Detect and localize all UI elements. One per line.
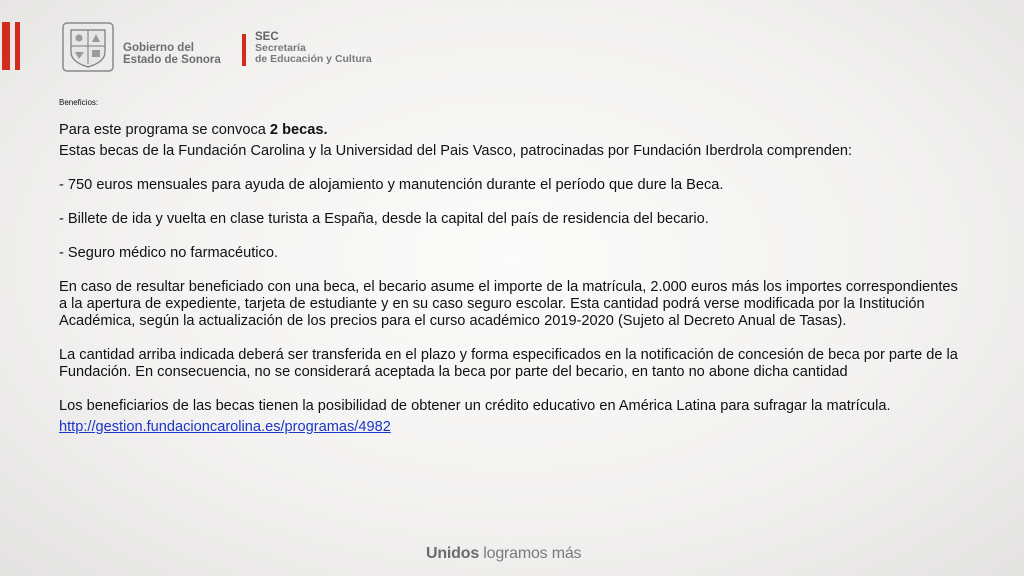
paragraph-1: Estas becas de la Fundación Carolina y la Universidad del Pais Vasco, patrocinadas por Fundación Iberdrola comprenden: [59, 143, 853, 159]
link-paragraph [59, 419, 959, 436]
secretariat-name [255, 32, 372, 65]
red-bar-narrow [15, 22, 20, 70]
gov-line-1: Gobierno del [123, 42, 194, 54]
paragraph-2: En caso de resultar beneficiado con una beca, el becario asume el importe de la matrícula, 2.000 euros más los importes correspondientes a la apertura de expediente, tarjeta de estudiante y en su caso seguro escolar. Esta cantidad podrá verse modificada por la Institución Académica, según la actualización de los precios para el curso académico 2019-2020 (Sujeto al Decreto Anual de Tasas). [59, 279, 958, 329]
intro-paragraph [59, 122, 959, 139]
program-link[interactable]: http://gestion.fundacioncarolina.es/programas/4982 [59, 419, 391, 435]
paragraph-3: La cantidad arriba indicada deberá ser transferida en el plazo y forma especificados en la notificación de concesión de beca por parte de la Fundación. En consecuencia, no se considerará aceptada la beca por parte del becario, en tanto no abone dicha cantidad [59, 347, 958, 380]
sec-line-2: de Educación y Cultura [255, 53, 372, 65]
intro-bold: 2 becas. [269, 122, 328, 138]
section-label: Beneficios: [59, 98, 99, 107]
sec-line-1: Secretaría [255, 42, 306, 54]
sec-divider [242, 34, 246, 66]
intro-text: Para este programa se convoca [59, 122, 270, 138]
slogan-strong: Unidos [426, 545, 480, 562]
slide-content [59, 98, 959, 436]
bullet-3: - Seguro médico no farmacéutico. [59, 245, 279, 261]
paragraph-4: Los beneficiarios de las becas tienen la posibilidad de obtener un crédito educativo en América Latina para sufragar la matrícula. [59, 398, 891, 414]
bullet-1: - 750 euros mensuales para ayuda de alojamiento y manutención durante el período que dure la Beca. [59, 177, 724, 193]
government-name [123, 42, 221, 66]
footer-slogan [426, 545, 581, 563]
gov-line-2: Estado de Sonora [123, 54, 221, 66]
sec-abbreviation: SEC [255, 31, 279, 43]
slogan-rest: logramos más [479, 545, 582, 562]
red-bar-wide [2, 22, 10, 70]
state-seal-icon [62, 22, 114, 72]
bullet-2: - Billete de ida y vuelta en clase turista a España, desde la capital del país de residencia del becario. [59, 211, 709, 227]
